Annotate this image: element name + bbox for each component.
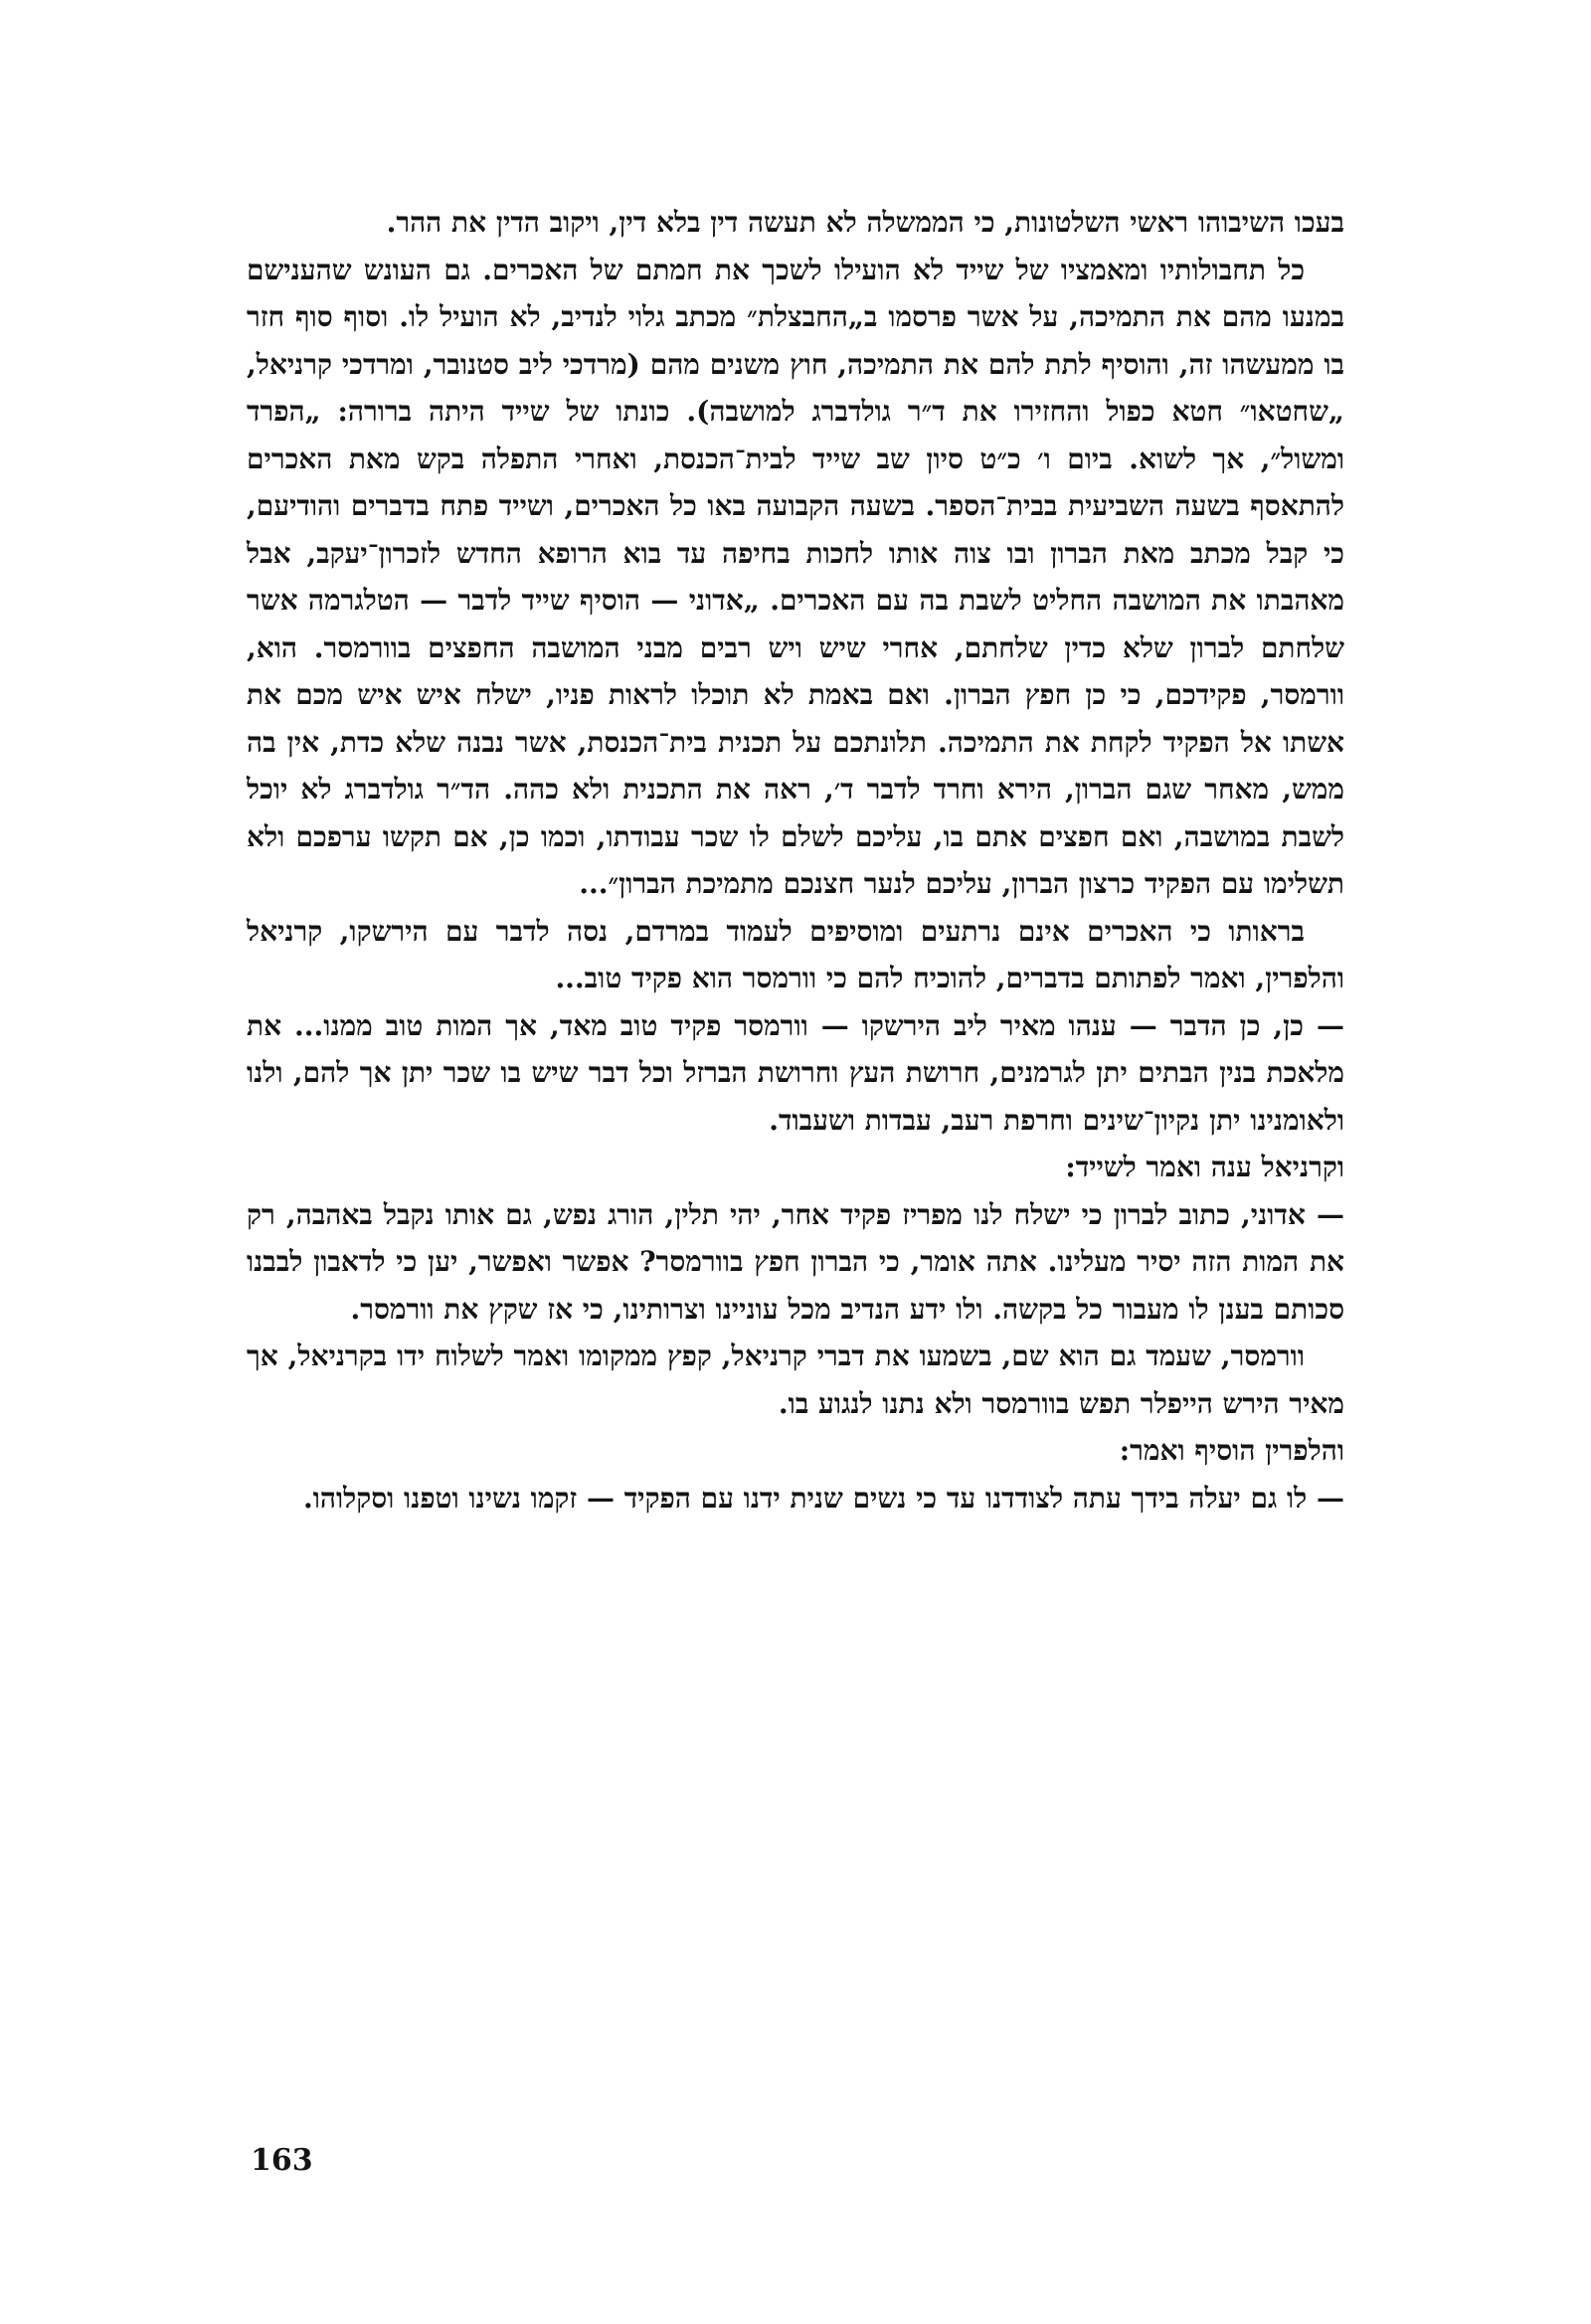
page-number: 163	[251, 2143, 313, 2178]
body-text	[247, 199, 1344, 1521]
paragraph-5: וקרניאל ענה ואמר לשייד:	[1065, 1151, 1344, 1183]
paragraph-8: והלפרין הוסיף ואמר:	[1119, 1434, 1344, 1467]
paragraph-6: — אדוני, כתוב לברון כי ישלח לנו מפריז פקיד אחר, יהי תלין, הורג נפש, גם אותו נקבל באהבה, רק את המות הזה יסיר מעלינו. אתה אומר, כי הברון חפץ בוורמסר? אפשר ואפשר, יען כי לדאבון לבבנו סכותם בענן לו מעבור כל בקשה. ולו ידע הנדיב מכל עוניינו וצרותינו, כי אז שקץ את וורמסר.	[247, 1197, 1344, 1326]
paragraph-2: כל תחבולותיו ומאמציו של שייד לא הועילו לשכך את חמתם של האכרים. גם העונש שהענישם במנעו מהם את התמיכה, על אשר פרסמו ב„החבצלת״ מכתב גלוי לנדיב, לא הועיל לו. וסוף סוף חזר בו ממעשהו זה, והוסיף לתת להם את התמיכה, חוץ משנים מהם (מרדכי ליב סטנובר, ומרדכי קרניאל, „שחטאו״ חטא כפול והחזירו את ד״ר גולדברג למושבה). כונתו של שייד היתה ברורה: „הפרד ומשול״, אך לשוא. ביום ו׳ כ״ט סיון שב שייד לבית־הכנסת, ואחרי התפלה בקש מאת האכרים להתאסף בשעה השביעית בבית־הספר. בשעה הקבועה באו כל האכרים, ושייד פתח בדברים והודיעם, כי קבל מכתב מאת הברון ובו צוה אותו לחכות בחיפה עד בוא הרופא החדש לזכרון־יעקב, אבל מאהבתו את המושבה החליט לשבת בה עם האכרים. „אדוני — הוסיף שייד לדבר — הטלגרמה אשר שלחתם לברון שלא כדין שלחתם, אחרי שיש ויש רבים מבני המושבה החפצים בוורמסר. הוא, וורמסר, פקידכם, כי כן חפץ הברון. ואם באמת לא תוכלו לראות פניו, ישלח איש איש מכם את אשתו אל הפקיד לקחת את התמיכה. תלונתכם על תכנית בית־הכנסת, אשר נבנה שלא כדת, אין בה ממש, מאחר שגם הברון, הירא וחרד לדבר ד׳, ראה את התכנית ולא כהה. הד״ר גולדברג לא יוכל לשבת במושבה, ואם חפצים אתם בו, עליכם לשלם לו שכר עבודתו, וכמו כן, אם תקשו ערפכם ולא תשלימו עם הפקיד כרצון הברון, עליכם לנער חצנכם מתמיכת הברון״...	[247, 253, 1345, 900]
paragraph-3: בראותו כי האכרים אינם נרתעים ומוסיפים לעמוד במרדם, נסה לדבר עם הירשקו, קרניאל והלפרין, ואמר לפתותם בדברים, להוכיח להם כי וורמסר הוא פקיד טוב...	[247, 914, 1344, 994]
paragraph-1: בעכו השיבוהו ראשי השלטונות, כי הממשלה לא תעשה דין בלא דין, ויקוב הדין את ההר.	[386, 206, 1344, 239]
paragraph-9: — לו גם יעלה בידך עתה לצודדנו עד כי נשים שנית ידנו עם הפקיד — זקמו נשינו וטפנו וסקלוהו.	[302, 1481, 1344, 1515]
paragraph-7: וורמסר, שעמד גם הוא שם, בשמעו את דברי קרניאל, קפץ ממקומו ואמר לשלוח ידו בקרניאל, אך מאיר הירש הייפלר תפש בוורמסר ולא נתנו לנגוע בו.	[247, 1340, 1344, 1420]
paragraph-4: — כן, כן הדבר — ענהו מאיר ליב הירשקו — וורמסר פקיד טוב מאד, אך המות טוב ממנו... את מלאכת בנין הבתים יתן לגרמנים, חרושת העץ וחרושת הברזל וכל דבר שיש בו שכר יתן אך להם, ולנו ולאומנינו יתן נקיון־שינים וחרפת רעב, עבדות ושעבוד.	[247, 1008, 1344, 1137]
